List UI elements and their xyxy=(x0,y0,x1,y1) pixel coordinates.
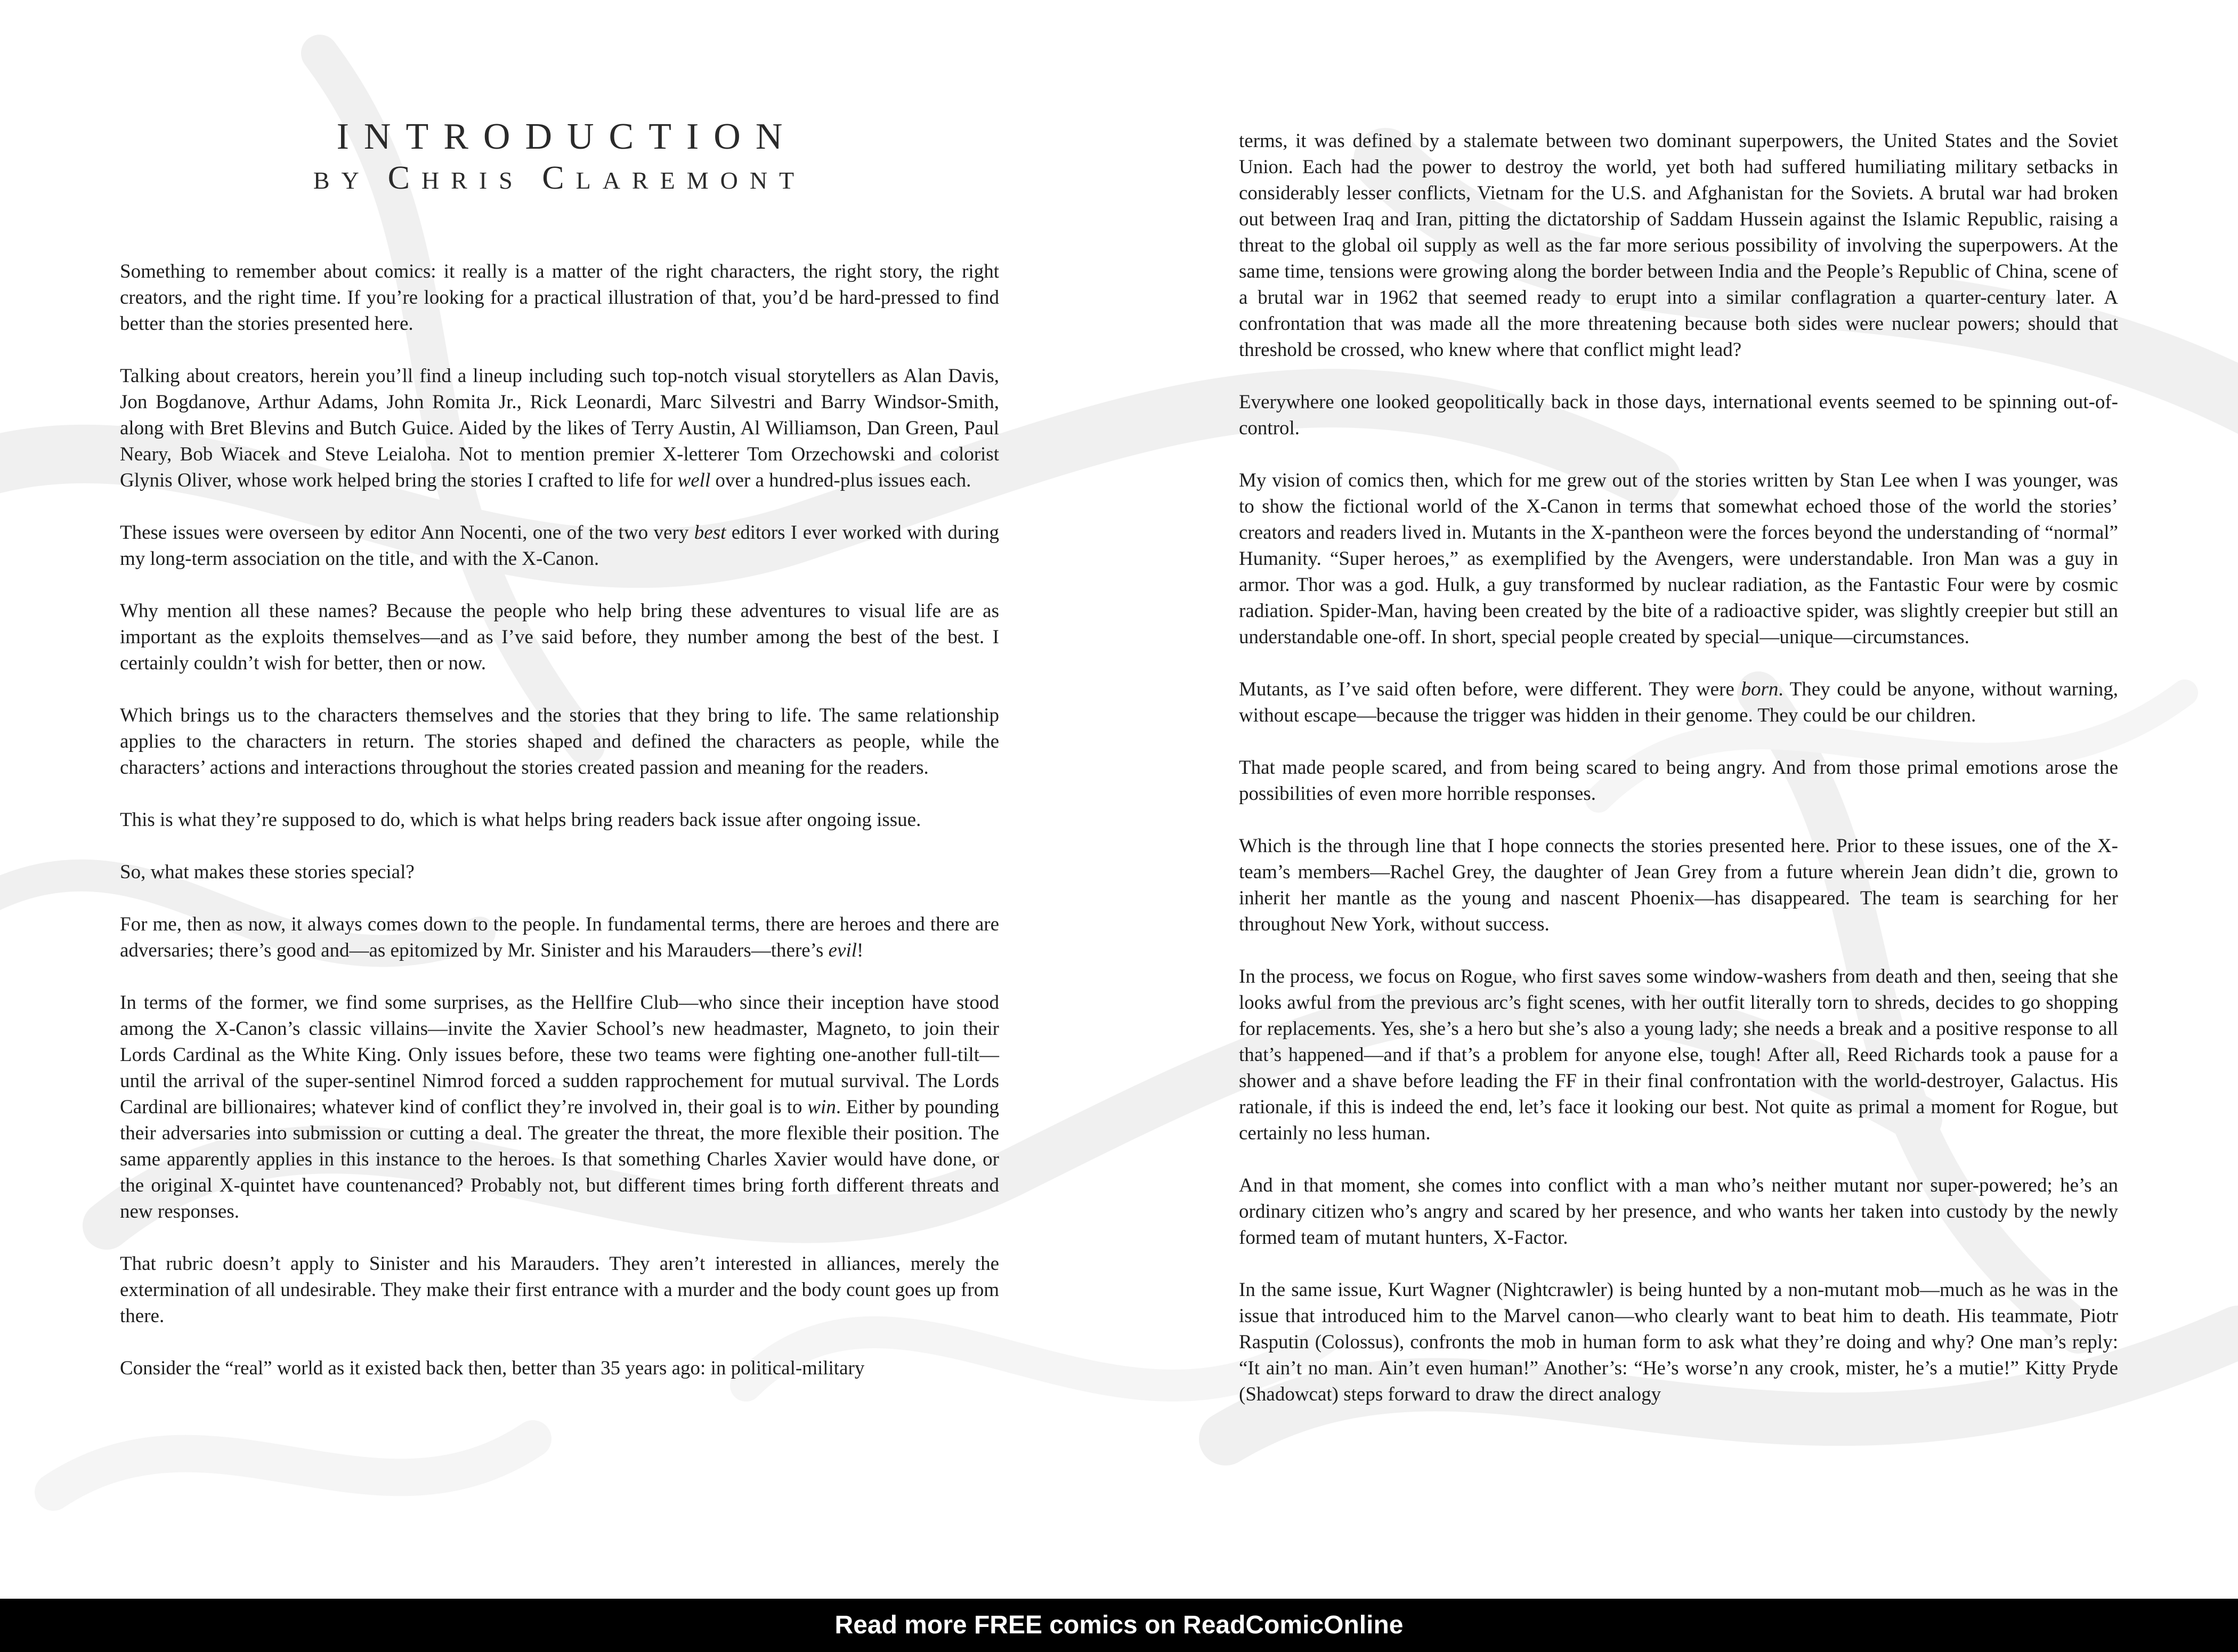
paragraph xyxy=(120,1355,999,1381)
paragraph xyxy=(1239,389,2118,441)
emphasis-text: well xyxy=(677,469,711,491)
paragraph xyxy=(120,1251,999,1329)
paragraph-text: In terms of the former, we find some surprises, as the Hellfire Club—who since their inception have stood among the X-Canon’s classic villains—invite the Xavier School’s new headmaster, Magneto, to join their Lords Cardinal as the White King. Only issues before, these two teams were fighting one-another full-tilt—until the arrival of the super-sentinel Nimrod forced a sudden rapprochement for mutual survival. The Lords Cardinal are billionaires; whatever kind of conflict they’re involved in, their goal is to xyxy=(120,992,999,1118)
paragraph xyxy=(1239,128,2118,363)
paragraph-text: In the process, we focus on Rogue, who first saves some window-washers from death and then, seeing that she looks awful from the previous arc’s fight scenes, with her outfit literally torn to shreds, decides to go shopping for replacements. Yes, she’s a hero but she’s also a young lady; she needs a break and a positive response to all that’s happened—and if that’s a problem for anyone else, tough! After all, Reed Richards took a pause for a shower and a shave before leading the FF in their final confrontation with the world-destroyer, Galactus. His rationale, if this is indeed the end, let’s face it looking our best. Not quite as primal a moment for Rogue, but certainly no less human. xyxy=(1239,966,2118,1144)
paragraph xyxy=(120,363,999,493)
emphasis-text: best xyxy=(694,522,726,544)
paragraph xyxy=(1239,676,2118,728)
paragraph xyxy=(120,807,999,833)
byline-last-rest: LAREMONT xyxy=(575,167,806,194)
paragraph-text: That made people scared, and from being scared to being angry. And from those primal emotions arose the possibilities of even more horrible responses. xyxy=(1239,757,2118,805)
paragraph-text: Consider the “real” world as it existed back then, better than 35 years ago: in political-military xyxy=(120,1357,865,1379)
paragraph-text: In the same issue, Kurt Wagner (Nightcrawler) is being hunted by a non-mutant mob—much as he was in the issue that introduced him to the Marvel canon—who clearly want to beat him to death. His teammate, Piotr Rasputin (Colossus), confronts the mob in human form to ask what they’re doing and why? One man’s reply: “It ain’t no man. Ain’t even human!” Another’s: “He’s worse’n any crook, mister, he’s a mutie!” Kitty Pryde (Shadowcat) steps forward to draw the direct analogy xyxy=(1239,1279,2118,1405)
paragraph-text: Talking about creators, herein you’ll find a lineup including such top-notch visual storytellers as Alan Davis, Jon Bogdanove, Arthur Adams, John Romita Jr., Rick Leonardi, Marc Silvestri and Barry Windsor-Smith, along with Bret Blevins and Butch Guice. Aided by the likes of Terry Austin, Al Williamson, Dan Green, Paul Neary, Bob Wiacek and Steve Leialoha. Not to mention premier X-letterer Tom Orzechowski and colorist Glynis Oliver, whose work helped bring the stories I crafted to life for xyxy=(120,365,999,491)
paragraph xyxy=(120,990,999,1225)
paragraph-text: My vision of comics then, which for me grew out of the stories written by Stan Lee when I was younger, was to show the fictional world of the X-Canon in terms that somewhat echoed those of the world the stories’ creators and readers lived in. Mutants in the X-pantheon were the forces beyond the understanding of “normal” Humanity. “Super heroes,” as exemplified by the Avengers, were understandable. Iron Man was a guy in armor. Thor was a god. Hulk, a guy transformed by nuclear radiation, as the Fantastic Four were by cosmic radiation. Spider-Man, having been created by the bite of a radioactive spider, was slightly creepier but still an understandable one-off. In short, special people created by special—unique—circumstances. xyxy=(1239,469,2118,648)
title-block xyxy=(120,115,999,199)
paragraph xyxy=(120,911,999,963)
paragraph-text: Mutants, as I’ve said often before, were different. They were xyxy=(1239,678,1741,700)
paragraph xyxy=(1239,1172,2118,1251)
paragraph xyxy=(120,598,999,676)
byline-first-initial: C xyxy=(387,160,421,196)
emphasis-text: win xyxy=(807,1096,836,1118)
emphasis-text: evil xyxy=(828,940,857,961)
paragraph-text: . They could be anyone, without warning, without escape—because the trigger was hidden in their genome. They could be our children. xyxy=(1239,678,2118,726)
paragraph-text: That rubric doesn’t apply to Sinister and his Marauders. They aren’t interested in alliances, merely the extermination of all undesirable. They make their first entrance with a murder and the body count goes up from there. xyxy=(120,1253,999,1327)
paragraph-text: Why mention all these names? Because the people who help bring these adventures to visual life are as important as the exploits themselves—and as I’ve said before, they number among the best of the best. I certainly couldn’t wish for better, then or now. xyxy=(120,600,999,674)
paragraph-text: This is what they’re supposed to do, which is what helps bring readers back issue after ongoing issue. xyxy=(120,809,921,831)
paragraph-text: So, what makes these stories special? xyxy=(120,861,415,883)
paragraph xyxy=(1239,755,2118,807)
paragraph xyxy=(120,859,999,885)
paragraph-text: Which brings us to the characters themselves and the stories that they bring to life. The same relationship applies to the characters in return. The stories shaped and defined the characters as people, while the characters’ actions and interactions throughout the stories created passion and meaning for the readers. xyxy=(120,704,999,779)
author-byline xyxy=(120,159,999,199)
page-title: INTRODUCTION xyxy=(336,116,798,157)
emphasis-text: born xyxy=(1741,678,1779,700)
paragraph-text: . Either by pounding their adversaries into submission or cutting a deal. The greater the threat, the more flexible their position. The same apparently applies in this instance to the heroes. Is that something Charles Xavier would have done, or the original X-quintet have countenanced? Probably not, but different times bring forth different threats and new responses. xyxy=(120,1096,999,1222)
paragraph-text: For me, then as now, it always comes down to the people. In fundamental terms, there are heroes and there are adversaries; there’s good and—as epitomized by Mr. Sinister and his Marauders—there’s xyxy=(120,913,999,961)
paragraph-text: ! xyxy=(857,940,864,961)
byline-last-initial: C xyxy=(542,160,576,196)
paragraph-text: Which is the through line that I hope connects the stories presented here. Prior to these issues, one of the X-team’s members—Rachel Grey, the daughter of Jean Grey from a future wherein Jean didn’t die, grown to inherit her mantle as the young and nascent Phoenix—has disappeared. The team is searching for her throughout New York, without success. xyxy=(1239,835,2118,935)
paragraph xyxy=(1239,963,2118,1146)
paragraph xyxy=(120,520,999,572)
paragraph xyxy=(1239,1277,2118,1407)
footer-banner[interactable] xyxy=(0,1599,2238,1652)
footer-link[interactable]: Read more FREE comics on ReadComicOnline xyxy=(834,1611,1404,1639)
paragraph-text: Something to remember about comics: it really is a matter of the right characters, the right story, the right creators, and the right time. If you’re looking for a practical illustration of that, you’d be hard-pressed to find better than the stories presented here. xyxy=(120,261,999,335)
paragraph-text: Everywhere one looked geopolitically back in those days, international events seemed to be spinning out-of-control. xyxy=(1239,391,2118,439)
paragraph xyxy=(120,258,999,337)
byline-first-rest: HRIS xyxy=(421,167,524,194)
paragraph-text: These issues were overseen by editor Ann Nocenti, one of the two very xyxy=(120,522,694,544)
paragraph xyxy=(1239,833,2118,937)
byline-by: BY xyxy=(313,167,370,194)
paragraph xyxy=(120,702,999,781)
paragraph xyxy=(1239,467,2118,650)
paragraph-text: terms, it was defined by a stalemate between two dominant superpowers, the United States and the Soviet Union. Each had the power to destroy the world, yet both had suffered humiliating military setbacks in considerably lesser conflicts, Vietnam for the U.S. and Afghanistan for the Soviets. A brutal war had broken out between Iraq and Iran, pitting the dictatorship of Saddam Hussein against the Islamic Republic, raising a threat to the global oil supply as well as the far more serious possibility of involving the superpowers. At the same time, tensions were growing along the border between India and the People’s Republic of China, scene of a brutal war in 1962 that seemed ready to erupt into a similar conflagration a quarter-century later. A confrontation that was made all the more threatening because both sides were nuclear powers; should that threshold be crossed, who knew where that conflict might lead? xyxy=(1239,130,2118,361)
paragraph-text: editors I ever worked with during my long-term association on the title, and with the X-Canon. xyxy=(120,522,999,570)
right-column xyxy=(1239,128,2118,1434)
left-column xyxy=(120,258,999,1407)
paragraph-text: over a hundred-plus issues each. xyxy=(710,469,971,491)
paragraph-text: And in that moment, she comes into conflict with a man who’s neither mutant nor super-powered; he’s an ordinary citizen who’s angry and scared by her presence, and who wants her taken into custody by the newly formed team of mutant hunters, X-Factor. xyxy=(1239,1175,2118,1249)
